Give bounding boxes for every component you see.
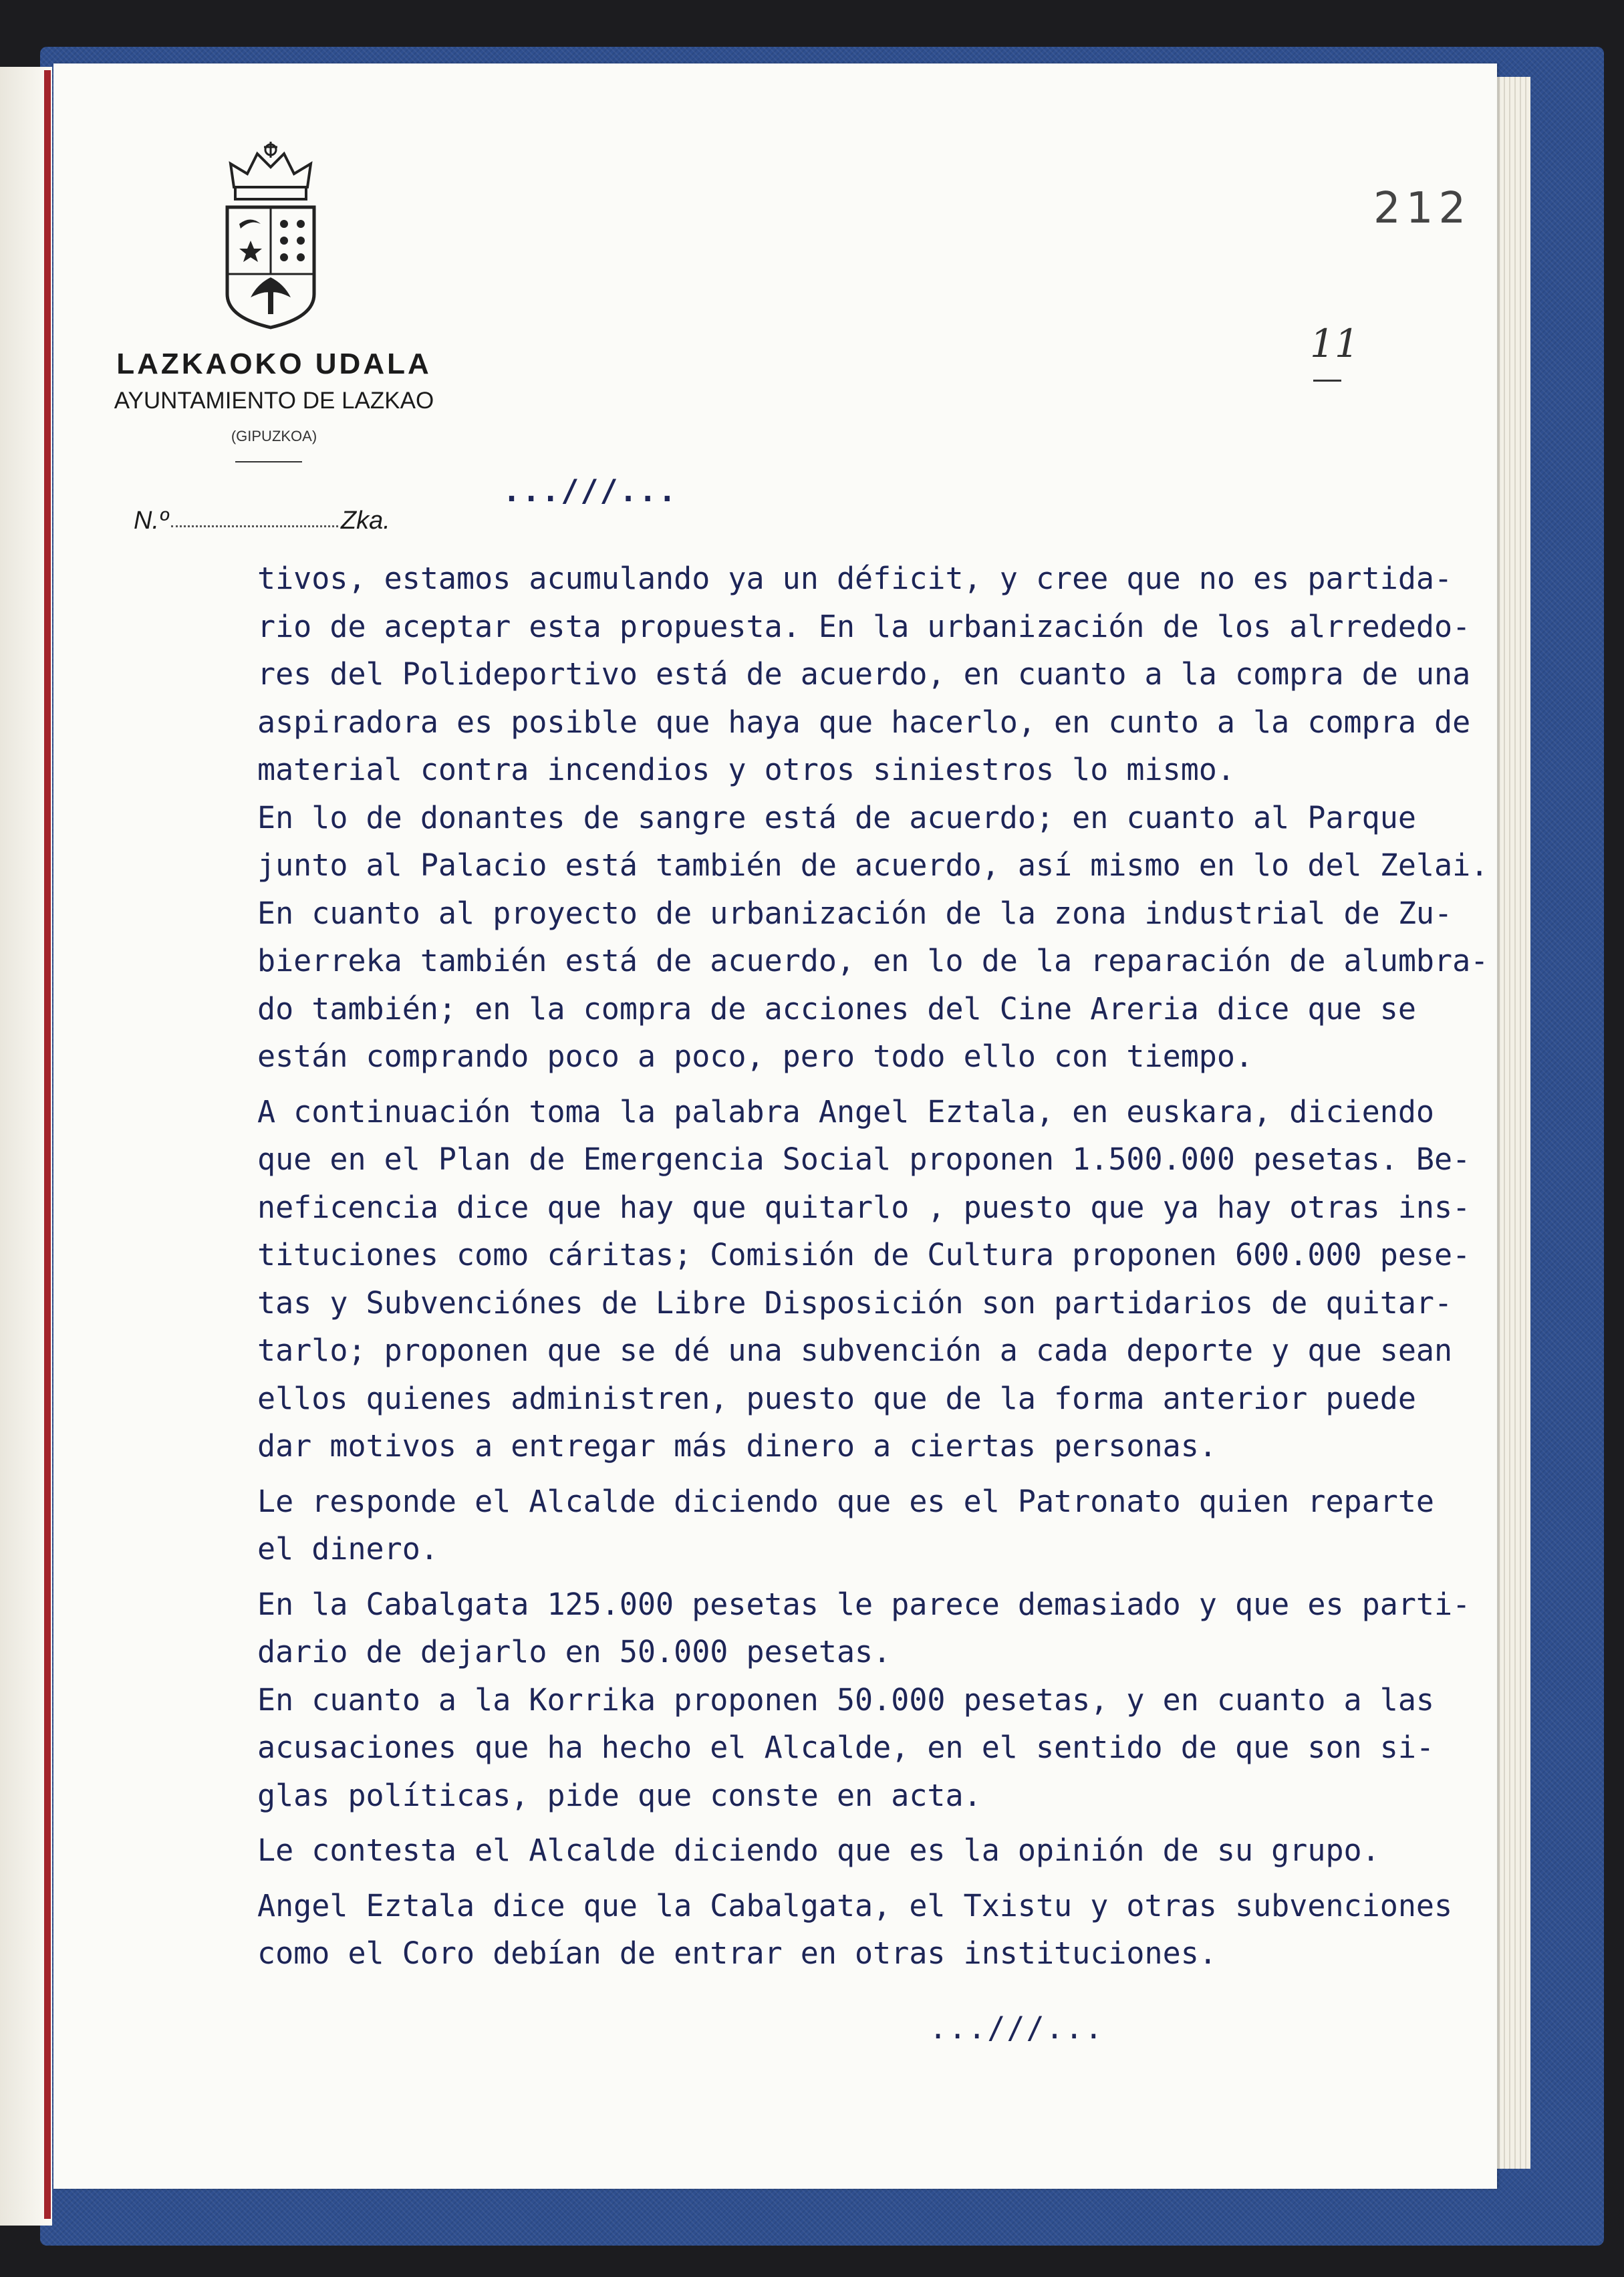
text-line: tituciones como cáritas; Comisión de Cultura proponen 600.000 pese- — [257, 1237, 1471, 1273]
municipality-name-spanish: AYUNTAMIENTO DE LAZKAO — [114, 388, 434, 414]
header-divider — [235, 461, 302, 462]
text-line: están comprando poco a poco, pero todo ello con tiempo. — [257, 1039, 1254, 1074]
binder-red-edge — [44, 70, 51, 2219]
paragraph — [257, 1478, 1514, 1573]
text-line: tas y Subvenciónes de Libre Disposición son partidarios de quitar- — [257, 1285, 1453, 1321]
paragraph — [257, 1088, 1514, 1470]
text-line: aspiradora es posible que haya que hacerlo, en cunto a la compra de — [257, 704, 1471, 740]
text-line: dario de dejarlo en 50.000 pesetas. — [257, 1634, 892, 1669]
text-line: junto al Palacio está también de acuerdo, así mismo en lo del Zelai. — [257, 847, 1489, 883]
paragraph — [257, 555, 1514, 1081]
paragraph — [257, 1581, 1514, 1820]
text-line: como el Coro debían de entrar en otras instituciones. — [257, 1935, 1217, 1971]
number-suffix: Zka. — [340, 507, 390, 535]
text-line: dar motivos a entregar más dinero a ciertas personas. — [257, 1428, 1217, 1464]
text-line: res del Polideportivo está de acuerdo, en cuanto a la compra de una — [257, 656, 1471, 692]
text-line: Le contesta el Alcalde diciendo que es la opinión de su grupo. — [257, 1833, 1380, 1868]
paragraph-gap — [257, 1573, 1514, 1581]
page-number: 212 — [1373, 184, 1472, 233]
text-line: do también; en la compra de acciones del Cine Areria dice que se — [257, 990, 1416, 1027]
text-line: tivos, estamos acumulando ya un déficit, y cree que no es partida- — [257, 561, 1453, 596]
text-line: En cuanto a la Korrika proponen 50.000 pesetas, y en cuanto a las — [257, 1682, 1434, 1718]
continuation-mark-top: ...///... — [503, 473, 678, 509]
text-line: A continuación toma la palabra Angel Eztala, en euskara, diciendo — [257, 1093, 1434, 1129]
text-line: En cuanto al proyecto de urbanización de la zona industrial de Zu- — [257, 895, 1453, 931]
text-line: ellos quienes administren, puesto que de la forma anterior puede — [257, 1380, 1416, 1416]
text-line: Angel Eztala dice que la Cabalgata, el Txistu y otras subvenciones — [257, 1887, 1453, 1923]
text-line: Le responde el Alcalde diciendo que es el Patronato quien reparte — [257, 1483, 1434, 1519]
minutes-body-text — [257, 555, 1514, 1978]
text-line: glas políticas, pide que conste en acta. — [257, 1777, 982, 1813]
text-line: En la Cabalgata 125.000 pesetas le parece demasiado y que es parti- — [257, 1586, 1471, 1622]
paragraph-gap — [257, 1081, 1514, 1088]
document-number-field — [134, 507, 390, 535]
text-line: bierreka también está de acuerdo, en lo de la reparación de alumbra- — [257, 943, 1489, 978]
text-line: el dinero. — [257, 1531, 438, 1567]
number-prefix: N.º — [134, 507, 168, 535]
handwritten-underline — [1313, 380, 1341, 382]
paragraph — [257, 1882, 1514, 1978]
paragraph — [257, 1827, 1514, 1875]
text-line: En lo de donantes de sangre está de acuerdo; en cuanto al Parque — [257, 799, 1416, 835]
municipality-name-basque: LAZKAOKO UDALA — [116, 348, 432, 380]
paragraph-gap — [257, 1875, 1514, 1882]
paragraph-gap — [257, 1470, 1514, 1478]
text-line: acusaciones que ha hecho el Alcalde, en el sentido de que son si- — [257, 1730, 1434, 1765]
province-label: (GIPUZKOA) — [231, 428, 317, 444]
text-line: rio de aceptar esta propuesta. En la urbanización de los alrrededo- — [257, 608, 1471, 644]
handwritten-mark: 11 — [1310, 321, 1359, 366]
continuation-mark-bottom: ...///... — [929, 2010, 1104, 2046]
text-line: tarlo; proponen que se dé una subvención a cada deporte y que sean — [257, 1333, 1453, 1368]
number-blank-line — [171, 525, 338, 527]
paragraph-gap — [257, 1819, 1514, 1827]
coat-of-arms-icon — [221, 140, 321, 341]
text-line: material contra incendios y otros siniestros lo mismo. — [257, 752, 1235, 787]
text-line: que en el Plan de Emergencia Social proponen 1.500.000 pesetas. Be- — [257, 1142, 1471, 1177]
text-line: neficencia dice que hay que quitarlo , puesto que ya hay otras ins- — [257, 1189, 1471, 1225]
